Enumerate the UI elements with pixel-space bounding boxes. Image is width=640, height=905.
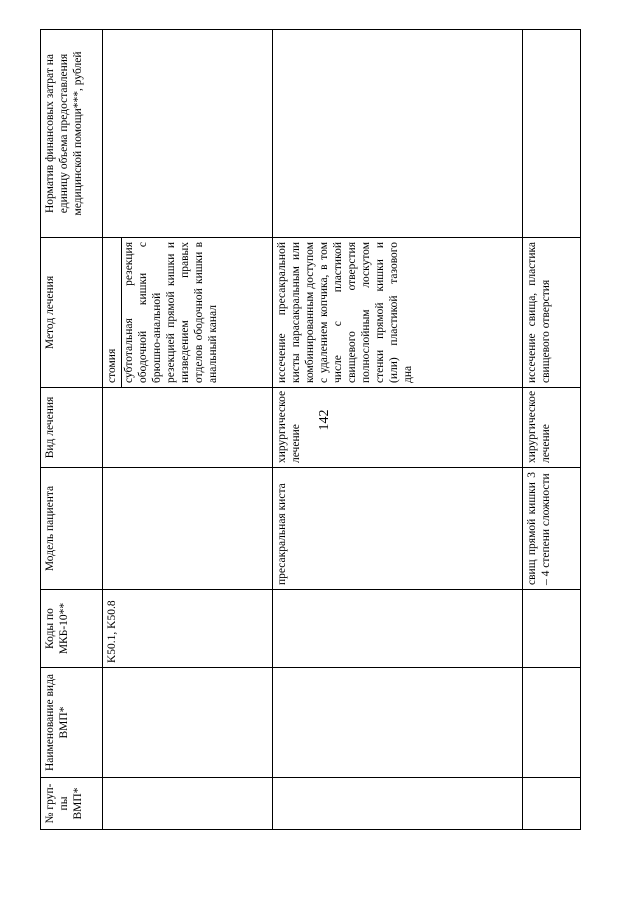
- cell-type: хирургическое лечение: [523, 388, 581, 468]
- cell-name: [273, 668, 523, 778]
- cell-type: [103, 388, 273, 468]
- method-top: стомия: [105, 238, 122, 387]
- cell-name: [523, 668, 581, 778]
- cell-codes: [273, 590, 523, 668]
- cell-method: иссечение свища, пластика свищевого отверстия: [523, 238, 581, 388]
- cell-method: [103, 238, 273, 388]
- header-type: Вид лечения: [41, 388, 103, 468]
- cell-type: хирургическое лечение: [273, 388, 523, 468]
- vmp-table: [40, 29, 581, 830]
- header-model: Модель пациента: [41, 468, 103, 590]
- cell-norm: [523, 30, 581, 238]
- header-name: Наименование вида ВМП*: [41, 668, 103, 778]
- cell-norm: [273, 30, 523, 238]
- cell-model: пресакральная киста: [273, 468, 523, 590]
- header-method: Метод лечения: [41, 238, 103, 388]
- cell-codes: [523, 590, 581, 668]
- header-group-no: № груп-пы ВМП*: [41, 778, 103, 830]
- table-row: [273, 30, 523, 830]
- cell-name: [103, 668, 273, 778]
- table-row: [523, 30, 581, 830]
- header-codes: Коды по МКБ-10**: [41, 590, 103, 668]
- header-norm: Норматив финансовых затрат на единицу объема предоставления медицинской помощи***, рублей: [41, 30, 103, 238]
- cell-model: [103, 468, 273, 590]
- cell-group-no: [523, 778, 581, 830]
- cell-group-no: [273, 778, 523, 830]
- cell-codes: K50.1, K50.8: [103, 590, 273, 668]
- rotated-table-container: [40, 30, 580, 830]
- table-row: [103, 30, 273, 830]
- cell-group-no: [103, 778, 273, 830]
- cell-method: иссечение пресакральной кисты парасакральным или комбинированным доступом с удалением копчика, в том числе с пластикой свищевого отверстия полнослойным лоскутом стенки прямой кишки и (или) пластикой тазового дна: [273, 238, 523, 388]
- cell-model: свищ прямой кишки 3 – 4 степени сложности: [523, 468, 581, 590]
- cell-norm: [103, 30, 273, 238]
- method-bottom: субтотальная резекция ободочной кишки с брюшно-анальной резекцией прямой кишки и низведением правых отделов ободочной кишки в анальный канал: [123, 242, 219, 383]
- page-number: 142: [317, 409, 332, 431]
- header-row: [41, 30, 103, 830]
